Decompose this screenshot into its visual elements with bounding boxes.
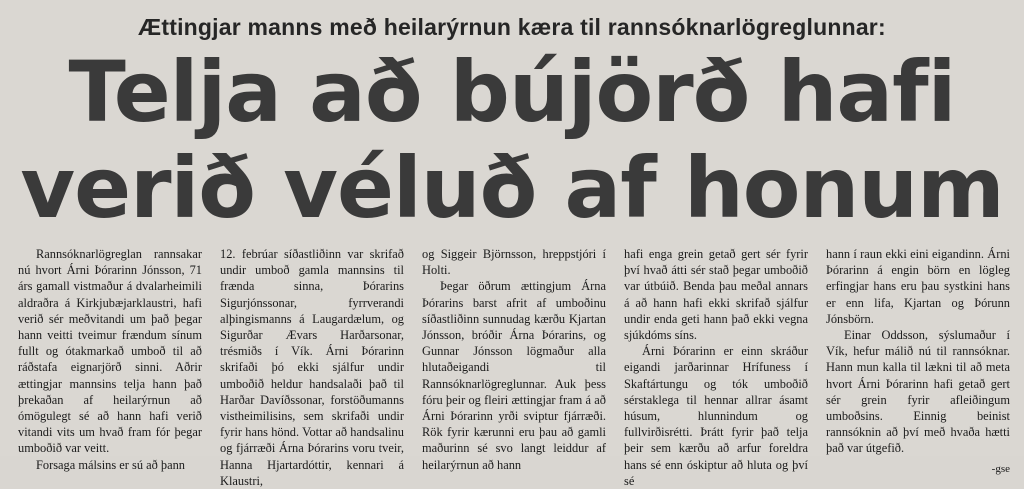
paragraph: Árni Þórarinn er einn skráður eigandi jarðarinnar Hrífuness í Skaftártungu og tók umboðið sérstaklega til hennar allrar ásamt húsum, hlunnindum og fullvirðisrétti. Þrátt fyrir það telja þeir sem kærðu að arfur foreldra hans sé enn óskiptur að hluta og því sé [624, 344, 808, 488]
paragraph: hann í raun ekki eini eigandinn. Árni Þórarinn á engin börn en lögleg erfingjar hans eru þau systkini hans er enn lifa, Kjartan og Þórunn Jónsbörn. [826, 247, 1010, 326]
headline-line-2: verið véluð af honum [20, 139, 1004, 237]
paragraph: 12. febrúar síðastliðinn var skrifað undir umboð gamla mannsins til frænda sinna, Þórarins Sigurjónssonar, fyrrverandi alþingismanns á Laugardælum, og Sigurðar Ævars Harðarsonar, trésmiðs í Vík. Árni Þórarinn skrifaði þó ekki sjálfur undir umboðið heldur handsalaði það til Harðar Davíðssonar, forstöðumanns vistheimilisins, sem skrifaði undir fyrir hans hönd. Vottar að handsalinu og fjárræði Árna Þórarins voru tveir, Hanna Hjartardóttir, kennari á Klaustri, [220, 247, 404, 488]
column-3 [422, 246, 606, 472]
column-1 [18, 246, 202, 472]
paragraph: hafi enga grein getað gert sér fyrir því hvað átti sér stað þegar umboðið var útbúið. Benda þau meðal annars á að hann hafi ekki skrifað sjálfur undir enda geti hann það ekki vegna sjúkdóms síns. [624, 247, 808, 343]
headline [0, 44, 1024, 236]
byline-signature: -gse [991, 462, 1010, 475]
paragraph: Einar Oddsson, sýslumaður í Vík, hefur málið nú til rannsóknar. Hann mun kalla til lækni til að meta hvort Árni Þórarinn hafi getað gert sér grein fyrir afleiðingum umboðsins. Einnig beinist rannsóknin að því með hvaða hætti það var útgefið. [826, 328, 1010, 456]
paragraph: Þegar öðrum ættingjum Árna Þórarins barst afrit af umboðinu síðastliðinn sunnudag kærðu Kjartan Jónsson, bróðir Árna Þórarins, og Gunnar Jónsson lögmaður alla hlutaðeigandi til Rannsóknarlögreglunnar. Auk þess fóru þeir og fleiri ættingjar fram á að Árni Þórarinn yrði sviptur fjárræði. Rök fyrir kærunni eru þau að gamli maðurinn sé svo langt leiddur af heilarýrnun að hann [422, 279, 606, 472]
column-2 [220, 246, 404, 488]
column-5 [826, 246, 1010, 475]
headline-line-1: Telja að bújörð hafi [68, 43, 956, 141]
paragraph: Forsaga málsins er sú að þann [36, 457, 186, 472]
kicker: Ættingjar manns með heilarýrnun kæra til rannsóknarlögreglunnar: [138, 14, 886, 40]
paragraph: Rannsóknarlögreglan rannsakar nú hvort Árni Þórarinn Jónsson, 71 árs gamall vistmaður á dvalarheimili aldraðra á Kirkjubæjarklaustri, hafi verið sér meðvitandi um það þegar hann veitti tveimur frændum sínum fullt og ótakmarkað umboð til að ráðstafa eignarjörð sinni. Aðrir ættingjar mannsins telja hann það þrekaðan af heilarýrnun að ómögulegt sé að hann hafi verið vitandi vits um hvað fram fór þegar umboðið var veitt. [18, 247, 202, 456]
column-4 [624, 246, 808, 488]
paragraph: og Siggeir Björnsson, hreppstjóri í Holti. [422, 247, 606, 278]
article-body [18, 246, 1010, 488]
